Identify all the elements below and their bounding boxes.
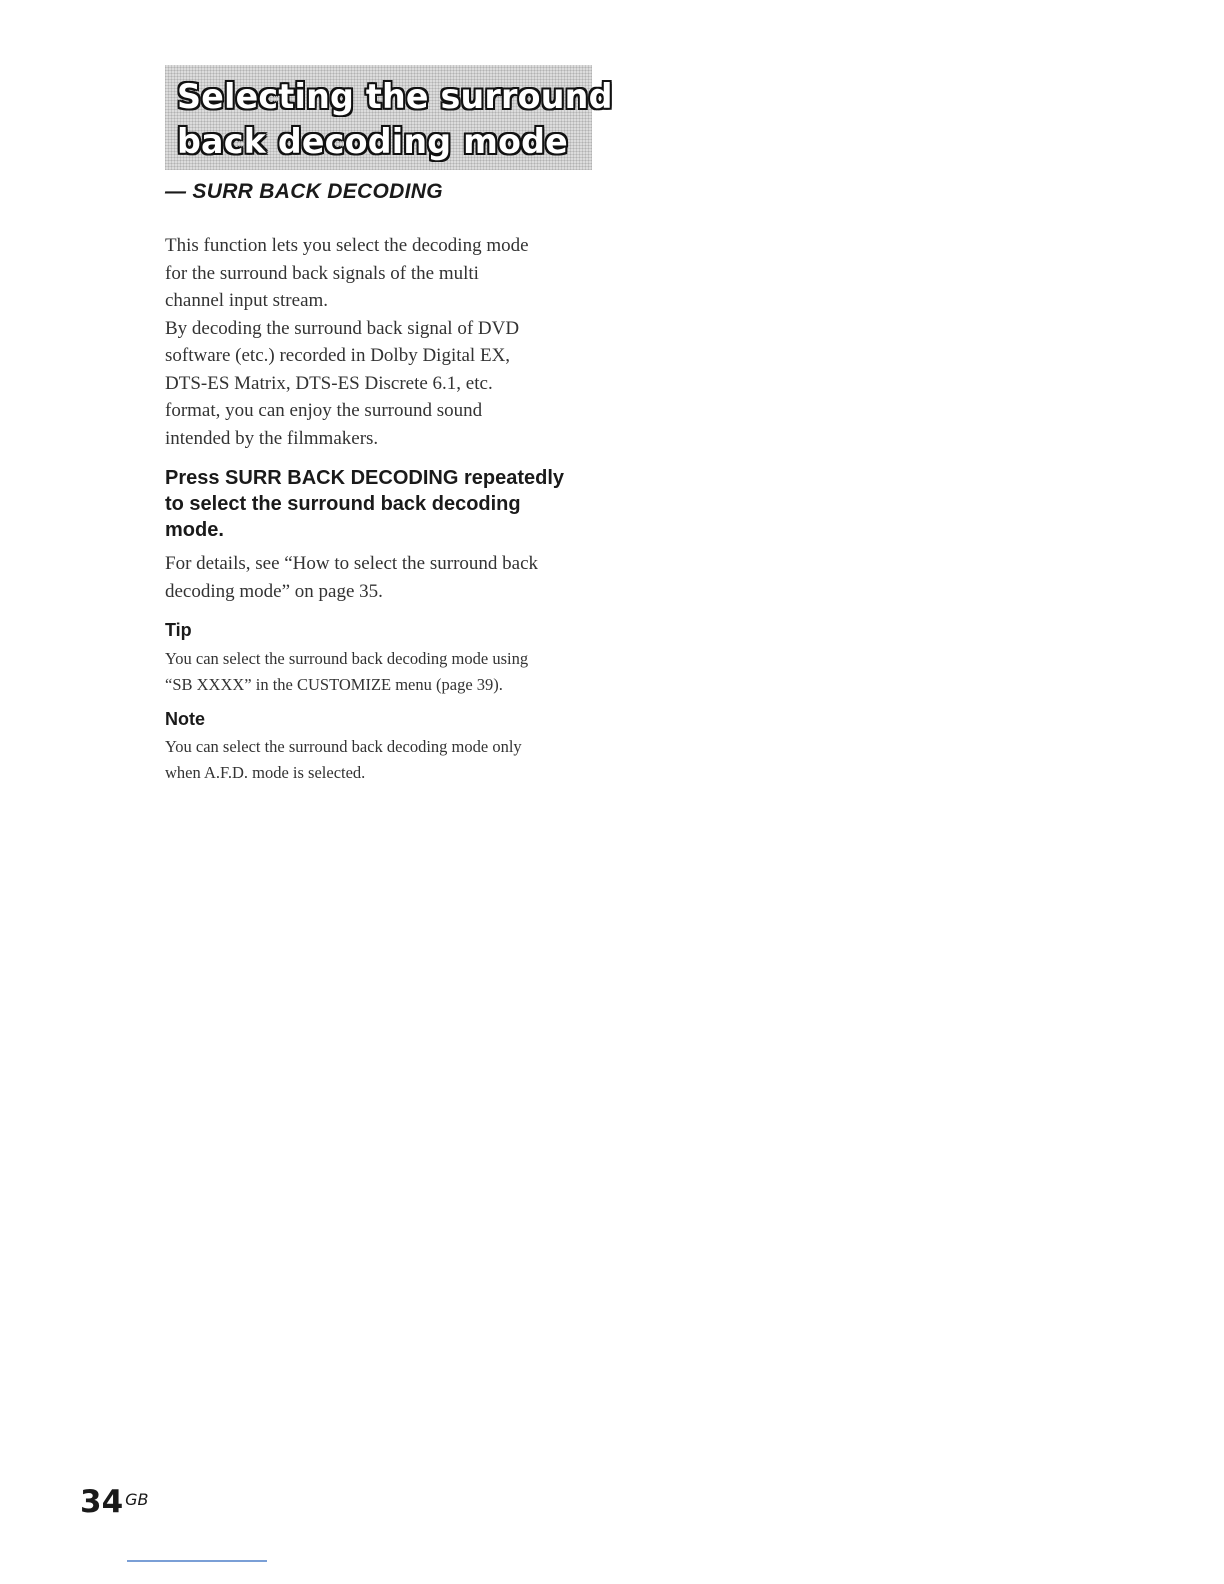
details-line: decoding mode” on page 35. bbox=[165, 580, 383, 602]
note-line: You can select the surround back decoding mode only bbox=[165, 737, 522, 756]
section-subtitle: — SURR BACK DECODING bbox=[165, 180, 443, 203]
intro-line: software (etc.) recorded in Dolby Digital EX, bbox=[165, 345, 511, 366]
tip-text bbox=[165, 646, 605, 697]
note-label: Note bbox=[165, 709, 205, 729]
step-instruction-heading bbox=[165, 465, 605, 543]
intro-line: By decoding the surround back signal of DVD bbox=[165, 317, 520, 339]
tip-line: “SB XXXX” in the CUSTOMIZE menu (page 39). bbox=[165, 674, 503, 694]
step-line: mode. bbox=[165, 519, 224, 541]
tip-line: You can select the surround back decoding mode using bbox=[165, 649, 529, 668]
note-line: when A.F.D. mode is selected. bbox=[165, 762, 366, 782]
intro-line: for the surround back signals of the multi bbox=[165, 262, 479, 284]
bottom-divider bbox=[127, 1560, 267, 1562]
intro-line: This function lets you select the decoding mode bbox=[165, 235, 529, 256]
intro-line: format, you can enjoy the surround sound bbox=[165, 400, 483, 421]
details-line: For details, see “How to select the surround back bbox=[165, 553, 539, 574]
intro-line: intended by the filmmakers. bbox=[165, 427, 379, 449]
step-line: to select the surround back decoding bbox=[165, 493, 521, 515]
note-text bbox=[165, 734, 605, 785]
details-paragraph bbox=[165, 550, 605, 605]
section-title-line-1: Selecting the surround bbox=[177, 77, 613, 117]
tip-label: Tip bbox=[165, 620, 192, 640]
page-number bbox=[80, 1484, 149, 1520]
page-number-value: 34 bbox=[80, 1484, 124, 1520]
step-line: Press SURR BACK DECODING repeatedly bbox=[165, 467, 564, 489]
intro-line: channel input stream. bbox=[165, 290, 329, 311]
intro-line: DTS-ES Matrix, DTS-ES Discrete 6.1, etc. bbox=[165, 372, 493, 394]
intro-paragraph bbox=[165, 232, 605, 452]
section-title-banner bbox=[165, 65, 613, 170]
page-number-suffix: GB bbox=[125, 1490, 149, 1509]
section-title-line-2: back decoding mode bbox=[177, 122, 568, 162]
